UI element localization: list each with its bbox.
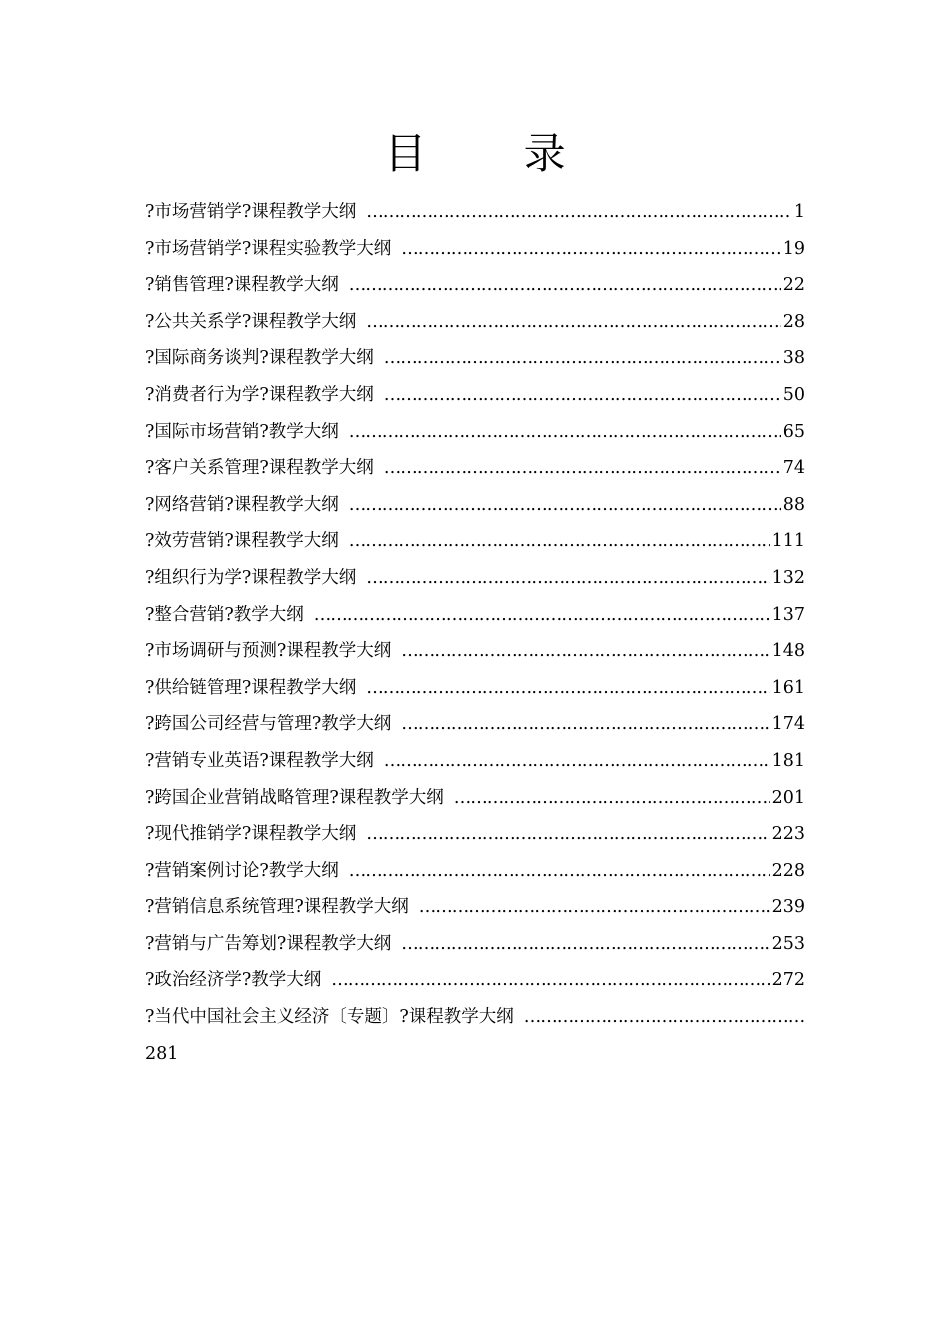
toc-entry[interactable] — [145, 926, 805, 963]
toc-entry-title: ?市场营销学?课程实验教学大纲 — [145, 238, 392, 259]
dot-leader — [384, 450, 781, 487]
toc-entry-page: 137 — [771, 604, 805, 625]
toc-entry-page: 19 — [782, 238, 805, 259]
toc-entry-page: 65 — [782, 421, 805, 442]
toc-entry-title: ?当代中国社会主义经济〔专题〕?课程教学大纲 — [145, 1007, 514, 1028]
dot-leader — [366, 670, 769, 707]
toc-entry-page: 174 — [771, 714, 805, 735]
toc-entry-title: ?效劳营销?课程教学大纲 — [145, 531, 339, 552]
toc-entry[interactable] — [145, 853, 805, 890]
dot-leader — [401, 633, 769, 670]
toc-entry-title: ?营销信息系统管理?课程教学大纲 — [145, 897, 409, 918]
toc-entry-page: 132 — [771, 567, 805, 588]
toc-entry-line — [145, 999, 805, 1036]
toc-entry-page: 223 — [771, 824, 805, 845]
dot-leader — [366, 816, 769, 853]
dot-leader — [524, 999, 805, 1036]
toc-entry[interactable] — [145, 487, 805, 524]
dot-leader — [349, 414, 781, 451]
toc-entry[interactable] — [145, 706, 805, 743]
toc-entry-title: ?消费者行为学?课程教学大纲 — [145, 384, 374, 405]
toc-entry[interactable] — [145, 670, 805, 707]
dot-leader — [349, 487, 781, 524]
toc-entry-page: 228 — [771, 860, 805, 881]
toc-entry-page: 148 — [771, 641, 805, 662]
toc-entry[interactable] — [145, 194, 805, 231]
toc-entry-title: ?销售管理?课程教学大纲 — [145, 275, 339, 296]
toc-entry-title: ?现代推销学?课程教学大纲 — [145, 824, 357, 845]
page-title: 目 录 — [384, 129, 608, 178]
toc-entry-page: 111 — [771, 531, 805, 552]
toc-entry-title: ?国际商务谈判?课程教学大纲 — [145, 348, 374, 369]
toc-entry-title: ?整合营销?教学大纲 — [145, 604, 304, 625]
dot-leader — [366, 304, 780, 341]
toc-entry-page: 88 — [782, 494, 805, 515]
toc-entry-line — [145, 1036, 805, 1073]
toc-entry[interactable] — [145, 523, 805, 560]
toc-entry-title: ?营销案例讨论?教学大纲 — [145, 860, 339, 881]
toc-entry[interactable] — [145, 816, 805, 853]
toc-entry[interactable] — [145, 340, 805, 377]
toc-entry-title: ?营销与广告筹划?课程教学大纲 — [145, 933, 392, 954]
toc-entry-page: 253 — [771, 933, 805, 954]
toc-entry-title: ?跨国公司经营与管理?教学大纲 — [145, 714, 392, 735]
toc-entry[interactable] — [145, 743, 805, 780]
table-of-contents — [145, 194, 805, 1072]
dot-leader — [401, 231, 780, 268]
toc-entry[interactable] — [145, 999, 805, 1072]
toc-entry-page: 50 — [782, 384, 805, 405]
dot-leader — [366, 194, 792, 231]
toc-entry-title: ?国际市场营销?教学大纲 — [145, 421, 339, 442]
toc-entry-title: ?营销专业英语?课程教学大纲 — [145, 750, 374, 771]
toc-entry-title: ?供给链管理?课程教学大纲 — [145, 677, 357, 698]
toc-entry-title: ?政治经济学?教学大纲 — [145, 970, 322, 991]
toc-entry-title: ?网络营销?课程教学大纲 — [145, 494, 339, 515]
toc-entry[interactable] — [145, 633, 805, 670]
toc-entry[interactable] — [145, 414, 805, 451]
toc-entry-page: 281 — [145, 1043, 179, 1064]
toc-entry-title: ?公共关系学?课程教学大纲 — [145, 311, 357, 332]
toc-entry-page: 201 — [771, 787, 805, 808]
dot-leader — [349, 523, 770, 560]
dot-leader — [401, 926, 769, 963]
dot-leader — [384, 743, 770, 780]
toc-entry[interactable] — [145, 304, 805, 341]
dot-leader — [331, 962, 769, 999]
toc-entry-page: 161 — [771, 677, 805, 698]
toc-entry-page: 1 — [793, 202, 805, 222]
dot-leader — [349, 267, 781, 304]
toc-entry[interactable] — [145, 560, 805, 597]
toc-entry-title: ?市场营销学?课程教学大纲 — [145, 202, 357, 222]
toc-entry-page: 181 — [771, 750, 805, 771]
toc-entry-page: 74 — [782, 458, 805, 479]
dot-leader — [384, 377, 781, 414]
toc-entry-title: ?客户关系管理?课程教学大纲 — [145, 458, 374, 479]
toc-entry-title: ?市场调研与预测?课程教学大纲 — [145, 641, 392, 662]
toc-entry[interactable] — [145, 450, 805, 487]
toc-entry[interactable] — [145, 962, 805, 999]
toc-entry-page: 239 — [771, 897, 805, 918]
dot-leader — [314, 597, 770, 634]
toc-entry-page: 22 — [782, 275, 805, 296]
dot-leader — [401, 706, 769, 743]
toc-entry[interactable] — [145, 231, 805, 268]
toc-entry[interactable] — [145, 377, 805, 414]
dot-leader — [349, 853, 770, 890]
toc-entry-title: ?跨国企业营销战略管理?课程教学大纲 — [145, 787, 444, 808]
toc-entry-page: 28 — [782, 311, 805, 332]
toc-entry[interactable] — [145, 597, 805, 634]
toc-entry-title: ?组织行为学?课程教学大纲 — [145, 567, 357, 588]
toc-entry-page: 38 — [782, 348, 805, 369]
toc-entry[interactable] — [145, 780, 805, 817]
dot-leader — [419, 889, 770, 926]
dot-leader — [454, 780, 770, 817]
dot-leader — [366, 560, 769, 597]
dot-leader — [384, 340, 781, 377]
toc-entry[interactable] — [145, 889, 805, 926]
toc-entry[interactable] — [145, 267, 805, 304]
toc-entry-page: 272 — [771, 970, 805, 991]
